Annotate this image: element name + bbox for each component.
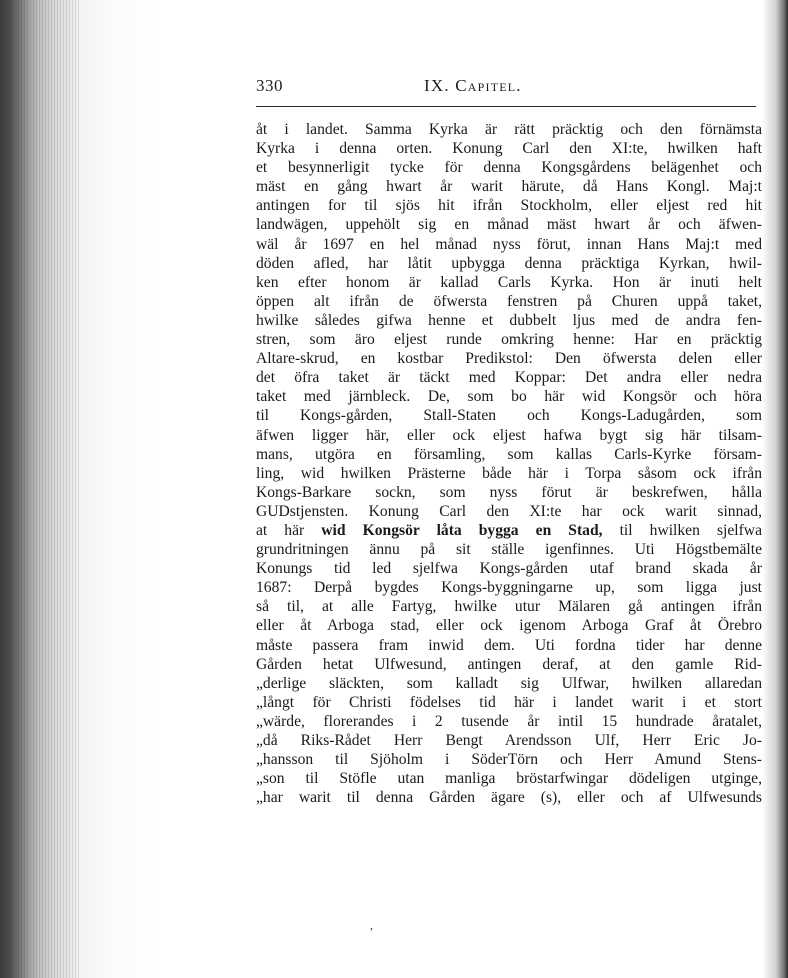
text-line: ken efter honom är kallad Carls Kyrka. Hon är inuti helt [256,273,762,291]
page-number: 330 [256,76,283,95]
text-line: äfwen ligger här, eller ock eljest hafwa bygt sig här tilsam- [256,426,762,444]
bold-phrase: wid Kongsör låta bygga en Stad, [321,521,603,539]
text-line: Altare-skrud, en kostbar Predikstol: Den öfwersta delen eller [256,350,762,368]
text-line: wäl år 1697 en hel månad nyss förut, innan Hans Maj:t med [256,235,762,253]
text-line: landwägen, uppehölt sig en månad mäst hwart år och äfwen- [256,216,762,234]
text-line: måste passera fram inwid dem. Uti fordna tider har denne [256,636,762,654]
stray-ink-mark: , [370,918,373,932]
text-line-with-bold [256,521,762,540]
text-line: döden afled, har låtit upbygga denna präcktiga Kyrkan, hwil- [256,254,762,272]
text-line: taket med järnbleck. De, som bo här wid Kongsör och höra [256,388,762,406]
text-line: „derlige släckten, som kalladt sig Ulfwar, hwilken allaredan [256,674,762,692]
text-line: Kongs-Barkare sockn, som nyss förut är beskrefwen, hålla [256,483,762,501]
body-text [256,120,762,807]
text-line: 1687: Derpå bygdes Kongs-byggningarne up, som ligga just [256,579,762,597]
text-line: grundritningen ännu på sit ställe igenfinnes. Uti Högstbemälte [256,541,762,559]
text-line: Konungs tid led sjelfwa Kongs-gården utaf brand skada år [256,560,762,578]
text-line: „då Riks-Rådet Herr Bengt Arendsson Ulf, Herr Eric Jo- [256,732,762,749]
text-line: mans, utgöra en församling, som kallas Carls-Kyrke försam- [256,445,762,463]
text-line: „långt för Christi födelses tid här i landet warit i et stort [256,693,762,711]
text-line: „hansson til Sjöholm i SöderTörn och Herr Amund Stens- [256,751,762,769]
running-header [256,76,756,104]
text-line: eller åt Arboga stad, eller ock igenom Arboga Graf åt Örebro [256,617,762,635]
text-line: så til, at alle Fartyg, hwilke utur Mälaren gå antingen ifrån [256,598,762,616]
line-segment: til hwilken sjelfwa [602,521,762,539]
text-line: „har warit til denna Gården ägare (s), eller och af Ulfwesunds [256,789,762,807]
text-line: mäst en gång hwart år warit härute, då Hans Kongl. Maj:t [256,178,762,196]
text-line: et besynnerligit tycke för denna Kongsgårdens belägenhet och [256,159,762,177]
text-line: „son til Stöfle utan manliga bröstarfwingar dödeligen utginge, [256,770,762,788]
line-segment: at här [256,521,322,539]
text-line: „wärde, florerandes i 2 tusende år intil 15 hundrade åratalet, [256,712,762,730]
page-stack-lines [18,0,80,978]
text-line: til Kongs-gården, Stall-Staten och Kongs-Ladugården, som [256,407,762,425]
text-line: hwilke således gifwa henne et dubbelt ljus med de andra fen- [256,311,762,329]
text-line: ling, wid hwilken Prästerne både här i Torpa såsom ock ifrån [256,464,762,482]
text-line: Kyrka i denna orten. Konung Carl den XI:te, hwilken haft [256,140,762,158]
text-line: antingen for til sjös hit ifrån Stockholm, eller eljest red hit [256,197,762,215]
text-line: GUDstjensten. Konung Carl den XI:te har ock warit sinnad, [256,502,762,520]
text-line: det öfra taket är täckt med Koppar: Det andra eller nedra [256,369,762,387]
text-line: öppen alt ifrån de öfwersta fenstren på Churen uppå taket, [256,292,762,310]
text-line: stren, som äro eljest runde omkring henne: Har en präcktig [256,331,762,349]
text-line: åt i landet. Samma Kyrka är rätt präcktig och den förnämsta [256,121,762,138]
header-rule [256,106,756,107]
page-right-edge-shadow [762,0,788,978]
text-line: Gården hetat Ulfwesund, antingen deraf, at den gamle Rid- [256,655,762,673]
chapter-title: IX. Capitel. [424,76,522,95]
